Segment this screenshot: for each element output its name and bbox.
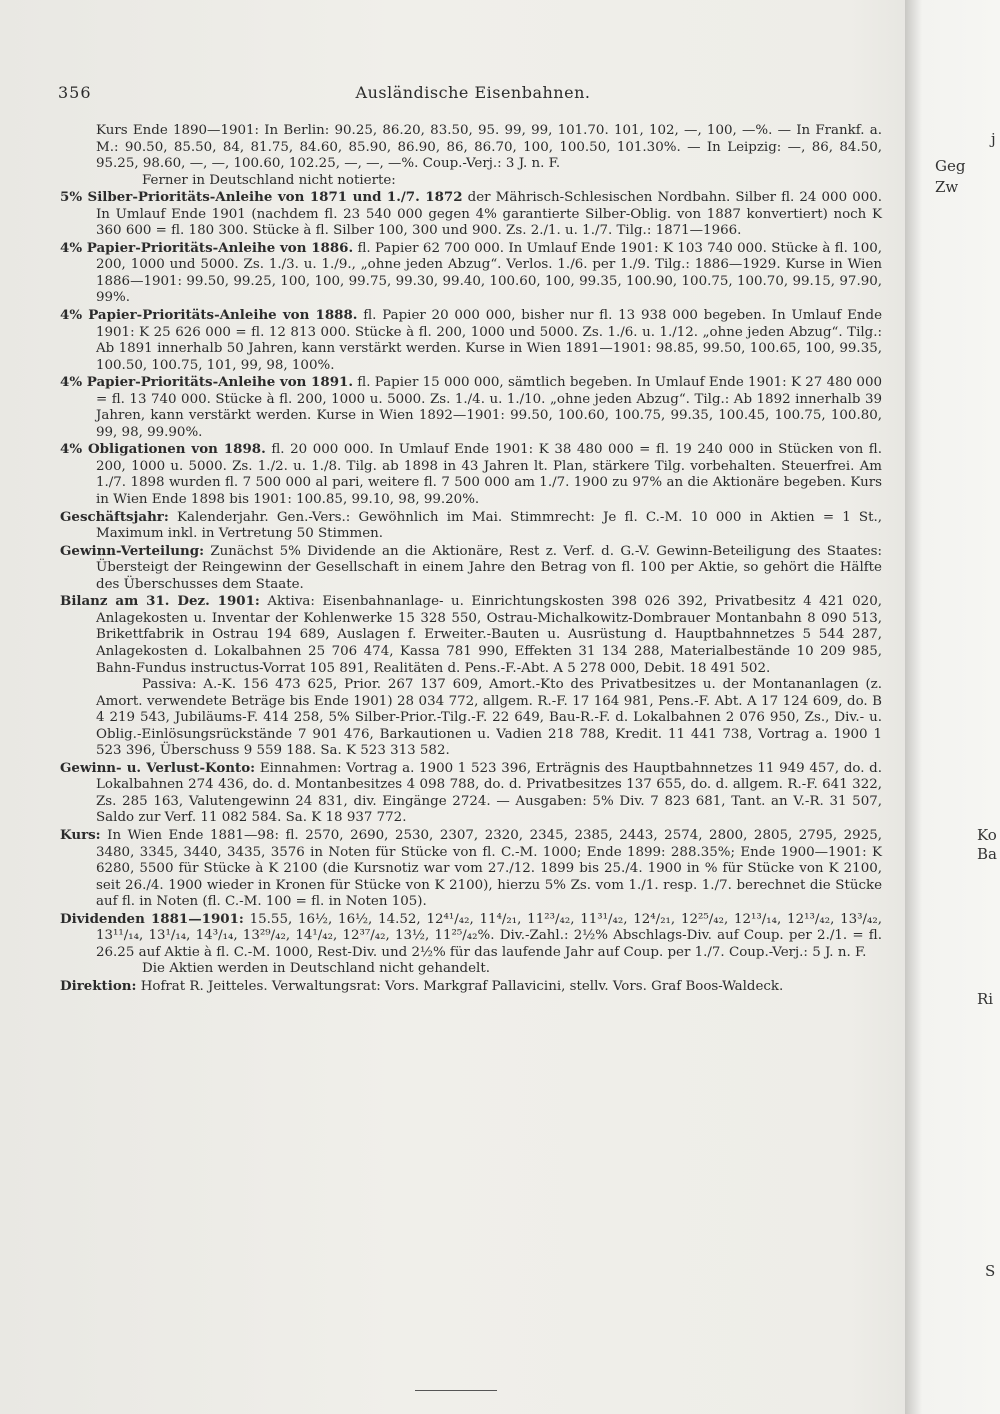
entry-label: 4% Papier-Prioritäts-Anleihe von 1888.: [60, 307, 358, 324]
entry-paragraph: [60, 961, 882, 978]
page-number: 356: [58, 83, 92, 102]
entry-text: Einnahmen: Vortrag a. 1900 1 523 396, Erträgnis des Hauptbahnnetzes 11 949 457, do. d. Lokalbahnen 274 436, do. d. Montanbesitzes 4 098 788, do. d. Privatbesitzes 137 655, do. d. allgem. R.-F. 641 322, Zs. 285 163, Valutengewinn 24 831, div. Eingänge 2724. — Ausgaben: 5% Div. 7 823 681, Tant. an V.-R. 31 507, Saldo zur Verf. 11 082 584. Sa. K 18 937 772.: [96, 760, 883, 826]
entry-label: 5% Silber-Prioritäts-Anleihe von 1871 und 1./7. 1872: [60, 189, 463, 206]
entry-text: Die Aktien werden in Deutschland nicht gehandelt.: [142, 961, 490, 977]
entry-paragraph: [60, 509, 882, 543]
margin-fragment: Ri: [977, 990, 994, 1008]
entry-paragraph: [60, 593, 882, 677]
entry-label: Geschäftsjahr:: [60, 508, 169, 525]
margin-fragment: Ko: [977, 826, 997, 844]
entry-label: Gewinn- u. Verlust-Konto:: [60, 759, 256, 776]
entry-paragraph: [60, 307, 882, 374]
entry-label: Dividenden 1881—1901:: [60, 910, 244, 927]
entry-paragraph: [60, 189, 882, 240]
document-body: [60, 123, 882, 995]
entry-text: Passiva: A.-K. 156 473 625, Prior. 267 137 609, Amort.-Kto des Privatbesitzes u. der Montananlagen (z. Amort. verwendete Beträge bis Ende 1901) 28 034 772, allgem. R.-F. 17 164 981, Pens.-F. Abt. A 17 124 609, do. B 4 219 543, Jubiläums-F. 414 258, 5% Silber-Prior.-Tilg.-F. 22 649, Bau-R.-F. d. Lokalbahnen 2 076 950, Zs., Div.- u. Oblig.-Einlösungsrückstände 7 901 476, Barkautionen u. Vadien 218 788, Kredit. 11 441 738, Vortrag a. 1900 1 523 396, Überschuss 9 559 188. Sa. K 523 313 582.: [96, 677, 882, 759]
margin-fragment: Geg: [935, 157, 966, 175]
entry-label: 4% Papier-Prioritäts-Anleihe von 1886.: [60, 239, 354, 256]
margin-fragment: Ba: [977, 845, 997, 863]
page-header: [58, 82, 888, 104]
entry-paragraph: [60, 240, 882, 307]
entry-paragraph: [60, 978, 882, 996]
entry-text: Hofrat R. Jeitteles. Verwaltungsrat: Vors. Markgraf Pallavicini, stellv. Vors. Graf Boos-Waldeck.: [140, 978, 784, 994]
entry-text: fl. Papier 20 000 000, bisher nur fl. 13 938 000 begeben. In Umlauf Ende 1901: K 25 626 000 = fl. 12 813 000. Stücke à fl. 200, 1000 und 5000. Zs. 1./6. u. 1./12. „ohne jeden Abzug“. Tilg.: Ab 1891 innerhalb 50 Jahren, kann verstärkt werden. Kurse in Wien 1891—1901: 98.85, 99.50, 100.65, 100, 99.35, 100.50, 100.75, 101, 99, 98, 100%.: [96, 308, 882, 373]
entry-paragraph: [60, 374, 882, 441]
entry-text: Kalenderjahr. Gen.-Vers.: Gewöhnlich im Mai. Stimmrecht: Je fl. C.-M. 10 000 in Aktien = 1 St., Maximum inkl. in Vertretung 50 Stimmen.: [96, 509, 882, 542]
entry-text: fl. Papier 15 000 000, sämtlich begeben. In Umlauf Ende 1901: K 27 480 000 = fl. 13 740 000. Stücke à fl. 200, 1000 u. 5000. Zs. 1./4. u. 1./10. „ohne jeden Abzug“. Tilg.: Ab 1892 innerhalb 39 Jahren, kann verstärkt werden. Kurse in Wien 1892—1901: 99.50, 100.60, 100.75, 99.35, 100.45, 100.75, 100.80, 99, 98, 99.90%.: [96, 375, 882, 440]
entry-label: Gewinn-Verteilung:: [60, 542, 205, 559]
entry-paragraph: [60, 123, 882, 173]
margin-fragment: S: [985, 1262, 996, 1280]
entry-paragraph: [60, 543, 882, 594]
entry-label: Kurs:: [60, 826, 101, 843]
entry-paragraph: [60, 911, 882, 962]
entry-text: Kurs Ende 1890—1901: In Berlin: 90.25, 86.20, 83.50, 95. 99, 99, 101.70. 101, 102, —, 100, —%. — In Frankf. a. M.: 90.50, 85.50, 84, 81.75, 84.60, 85.90, 86.90, 86, 86.70, 100, 100.50, 101.30%. — In Leipzig: —, 86, 84.50, 95.25, 98.60, —, —, 100.60, 102.25, —, —, —%. Coup.-Verj.: 3 J. n. F.: [96, 123, 882, 172]
adjacent-page-edge: [905, 0, 1000, 1414]
margin-fragment: j: [991, 130, 996, 148]
entry-text: In Wien Ende 1881—98: fl. 2570, 2690, 2530, 2307, 2320, 2345, 2385, 2443, 2574, 2800, 2805, 2795, 2925, 3480, 3345, 3440, 3435, 3576 in Noten für Stücke von fl. C.-M. 1000; Ende 1899: 288.35%; Ende 1900—1901: K 6280, 5500 für Stücke à K 2100 (die Kursnotiz war vom 27./12. 1899 bis 25./4. 1900 in % für Stücke von K 2100, seit 26./4. 1900 wieder in Kronen für Stücke von K 2100), hierzu 5% Zs. vom 1./1. resp. 1./7. berechnet die Stücke auf fl. in Noten (fl. C.-M. 100 = fl. in Noten 105).: [96, 827, 882, 910]
entry-label: Direktion:: [60, 977, 137, 994]
entry-label: Bilanz am 31. Dez. 1901:: [60, 593, 260, 610]
entry-paragraph: [60, 441, 882, 508]
entry-paragraph: [60, 677, 882, 760]
entry-text: 15.55, 16½, 16½, 14.52, 12⁴¹/₄₂, 11⁴/₂₁, 11²³/₄₂, 11³¹/₄₂, 12⁴/₂₁, 12²⁵/₄₂, 12¹³/₁₄, 12¹³/₄₂, 13³/₄₂, 13¹¹/₁₄, 13¹/₁₄, 14³/₁₄, 13²⁹/₄₂, 14¹/₄₂, 12³⁷/₄₂, 13½, 11²⁵/₄₂%. Div.-Zahl.: 2½% Abschlags-Div. auf Coup. per 2./1. = fl. 26.25 auf Aktie à fl. C.-M. 1000, Rest-Div. und 2½% für das laufende Jahr auf Coup. per 1./7. Coup.-Verj.: 5 J. n. F.: [96, 911, 883, 960]
entry-label: 4% Papier-Prioritäts-Anleihe von 1891.: [60, 374, 353, 391]
entry-text: der Mährisch-Schlesischen Nordbahn. Silber fl. 24 000 000. In Umlauf Ende 1901 (nachdem fl. 23 540 000 gegen 4% garantierte Silber-Oblig. von 1887 konvertiert) noch K 360 600 = fl. 180 300. Stücke à fl. Silber 100, 300 und 900. Zs. 2./1. u. 1./7. Tilg.: 1871—1966.: [96, 190, 883, 239]
margin-fragment: Zw: [935, 178, 959, 196]
entry-text: Zunächst 5% Dividende an die Aktionäre, Rest z. Verf. d. G.-V. Gewinn-Beteiligung des Staates: Übersteigt der Reingewinn der Gesellschaft in einem Jahre den Betrag von fl. 100 per Aktie, so gehört die Hälfte des Überschusses dem Staate.: [96, 543, 882, 592]
entry-paragraph: [60, 827, 882, 911]
entry-text: fl. Papier 62 700 000. In Umlauf Ende 1901: K 103 740 000. Stücke à fl. 100, 200, 1000 und 5000. Zs. 1./3. u. 1./9., „ohne jeden Abzug“. Verlos. 1./6. per 1./9. Tilg.: 1886—1929. Kurse in Wien 1886—1901: 99.50, 99.25, 100, 100, 99.75, 99.30, 99.40, 100.60, 100, 99.35, 100.90, 100.75, 100.70, 99.15, 97.90, 99%.: [96, 240, 882, 306]
entry-text: Ferner in Deutschland nicht notierte:: [142, 172, 396, 188]
entry-paragraph: [60, 173, 882, 190]
entry-text: Aktiva: Eisenbahnanlage- u. Einrichtungskosten 398 026 392, Privatbesitz 4 421 020, Anlagekosten u. Inventar der Kohlenwerke 15 328 550, Ostrau-Michalkowitz-Dombrauer Montanbahn 8 090 513, Brikettfabrik in Ostrau 194 689, Auslagen f. Erweiter.-Bauten u. Ausrüstung d. Hauptbahnnetzes 5 544 287, Anlagekosten d. Lokalbahnen 25 706 474, Kassa 781 990, Effekten 31 134 288, Materialbestände 10 209 985, Bahn-Fundus instructus-Vorrat 105 891, Realitäten d. Pens.-F.-Abt. A 5 278 000, Debit. 18 491 502.: [96, 594, 882, 676]
closing-rule: [415, 1390, 497, 1391]
running-title: Ausländische Eisenbahnen.: [355, 83, 591, 102]
entry-label: 4% Obligationen von 1898.: [60, 441, 266, 458]
entry-paragraph: [60, 760, 882, 827]
entry-text: fl. 20 000 000. In Umlauf Ende 1901: K 38 480 000 = fl. 19 240 000 in Stücken von fl. 200, 1000 u. 5000. Zs. 1./2. u. 1./8. Tilg. ab 1898 in 43 Jahren lt. Plan, stärkere Tilg. vorbehalten. Steuerfrei. Am 1./7. 1898 wurden fl. 7 500 000 al pari, weitere fl. 7 500 000 am 1./7. 1900 zu 97% an die Aktionäre begeben. Kurs in Wien Ende 1898 bis 1901: 100.85, 99.10, 98, 99.20%.: [96, 442, 882, 508]
